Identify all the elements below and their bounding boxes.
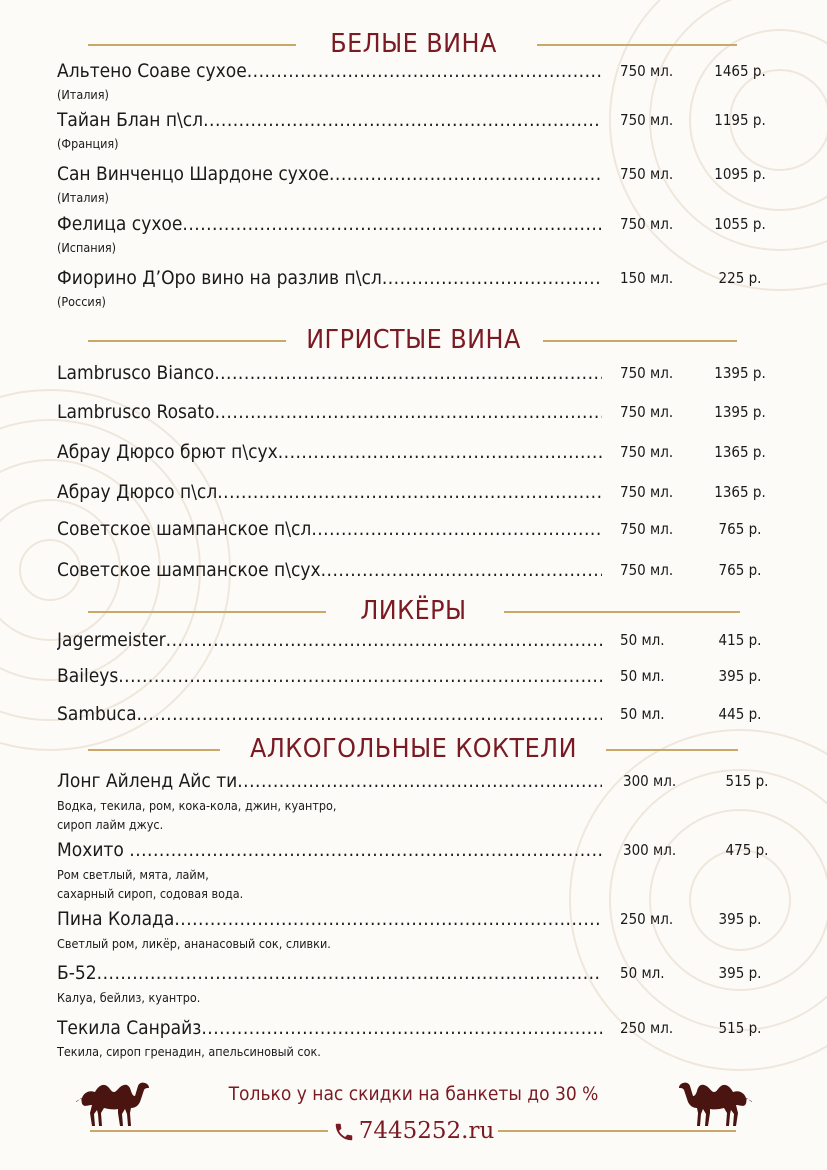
item-price: 395 р. xyxy=(718,910,762,928)
item-price: 1465 р. xyxy=(714,62,766,80)
item-ingredients: Текила, сироп гренадин, апельсиновый сок. xyxy=(57,1044,321,1059)
item-name: Текила Санрайз ..... xyxy=(57,1016,602,1040)
item-name: Советское шампанское п\сух ..... xyxy=(57,558,602,582)
item-price: 415 р. xyxy=(718,631,762,649)
item-name: Пина Колада ..... xyxy=(57,907,602,931)
item-name: Lambrusco Rosato ..... xyxy=(57,400,602,424)
item-origin: (Италия) xyxy=(57,190,109,205)
item-name: Sambuca ..... xyxy=(57,702,602,726)
item-name: Советское шампанское п\сл ..... xyxy=(57,517,602,541)
item-volume: 750 мл. xyxy=(620,364,674,382)
item-price: 1195 р. xyxy=(714,111,766,129)
header-divider-right xyxy=(606,749,738,751)
item-volume: 750 мл. xyxy=(620,443,674,461)
item-price: 515 р. xyxy=(725,772,769,790)
item-name: Фелица сухое ..... xyxy=(57,212,602,236)
item-name: Lambrusco Bianco ..... xyxy=(57,361,602,385)
item-name: Лонг Айленд Айс ти ..... xyxy=(57,769,602,793)
item-volume: 750 мл. xyxy=(620,520,674,538)
item-price: 1365 р. xyxy=(714,483,766,501)
item-ingredients: Водка, текила, ром, кока-кола, джин, куантро, xyxy=(57,798,337,813)
item-ingredients: Ром светлый, мята, лайм, xyxy=(57,867,209,882)
phone-site[interactable]: 7445252.ru xyxy=(358,1118,495,1144)
item-name: Тайан Блан п\сл ..... xyxy=(57,108,602,132)
section-header-cocktails xyxy=(0,731,827,767)
section-header-sparkling-wines xyxy=(0,322,827,358)
section-title: АЛКОГОЛЬНЫЕ КОКТЕЛИ xyxy=(250,734,577,764)
phone-icon xyxy=(333,1121,355,1143)
contact-link[interactable] xyxy=(0,1115,827,1147)
item-price: 445 р. xyxy=(718,705,762,723)
item-price: 395 р. xyxy=(718,667,762,685)
item-price: 475 р. xyxy=(725,841,769,859)
section-title: ЛИКЁРЫ xyxy=(360,596,467,626)
item-volume: 300 мл. xyxy=(623,772,677,790)
item-name: Абрау Дюрсо брют п\сух ..... xyxy=(57,440,602,464)
item-price: 1095 р. xyxy=(714,165,766,183)
section-title: БЕЛЫЕ ВИНА xyxy=(330,29,497,59)
item-name: Фиорино Д’Оро вино на разлив п\сл ..... xyxy=(57,266,602,290)
item-volume: 750 мл. xyxy=(620,403,674,421)
item-price: 225 р. xyxy=(718,269,762,287)
item-ingredients: сахарный сироп, содовая вода. xyxy=(57,886,244,901)
item-price: 1395 р. xyxy=(714,364,766,382)
section-title: ИГРИСТЫЕ ВИНА xyxy=(306,325,521,355)
banquet-promo: Только у нас скидки на банкеты до 30 % xyxy=(228,1083,599,1105)
item-origin: (Испания) xyxy=(57,240,117,255)
item-price: 1055 р. xyxy=(714,215,766,233)
item-name: Jagermeister ..... xyxy=(57,628,602,652)
item-volume: 50 мл. xyxy=(620,964,665,982)
section-header-liqueurs xyxy=(0,593,827,629)
item-name: Б-52 ..... xyxy=(57,961,602,985)
item-name: Мохито ..... xyxy=(57,838,602,862)
item-volume: 50 мл. xyxy=(620,705,665,723)
section-header-white-wines xyxy=(0,26,827,62)
item-origin: (Россия) xyxy=(57,294,106,309)
item-name: Абрау Дюрсо п\сл ..... xyxy=(57,480,602,504)
header-divider-right xyxy=(543,340,737,342)
item-volume: 750 мл. xyxy=(620,561,674,579)
item-volume: 150 мл. xyxy=(620,269,674,287)
item-price: 765 р. xyxy=(718,561,762,579)
item-price: 1365 р. xyxy=(714,443,766,461)
item-origin: (Франция) xyxy=(57,136,119,151)
item-volume: 750 мл. xyxy=(620,111,674,129)
item-name: Baileys ..... xyxy=(57,664,602,688)
item-volume: 750 мл. xyxy=(620,215,674,233)
item-volume: 300 мл. xyxy=(623,841,677,859)
item-volume: 250 мл. xyxy=(620,910,674,928)
item-ingredients: Светлый ром, ликёр, ананасовый сок, сливки. xyxy=(57,936,331,951)
item-ingredients: Калуа, бейлиз, куантро. xyxy=(57,990,201,1005)
item-volume: 750 мл. xyxy=(620,483,674,501)
item-volume: 50 мл. xyxy=(620,667,665,685)
item-volume: 750 мл. xyxy=(620,62,674,80)
header-divider-right xyxy=(504,611,740,613)
item-price: 515 р. xyxy=(718,1019,762,1037)
item-volume: 750 мл. xyxy=(620,165,674,183)
header-divider-right xyxy=(537,44,737,46)
item-ingredients: сироп лайм джус. xyxy=(57,817,164,832)
item-price: 1395 р. xyxy=(714,403,766,421)
item-volume: 50 мл. xyxy=(620,631,665,649)
item-origin: (Италия) xyxy=(57,87,109,102)
item-volume: 250 мл. xyxy=(620,1019,674,1037)
item-price: 765 р. xyxy=(718,520,762,538)
item-price: 395 р. xyxy=(718,964,762,982)
item-name: Сан Винченцо Шардоне сухое ..... xyxy=(57,162,602,186)
item-name: Альтено Соаве сухое ..... xyxy=(57,59,602,83)
